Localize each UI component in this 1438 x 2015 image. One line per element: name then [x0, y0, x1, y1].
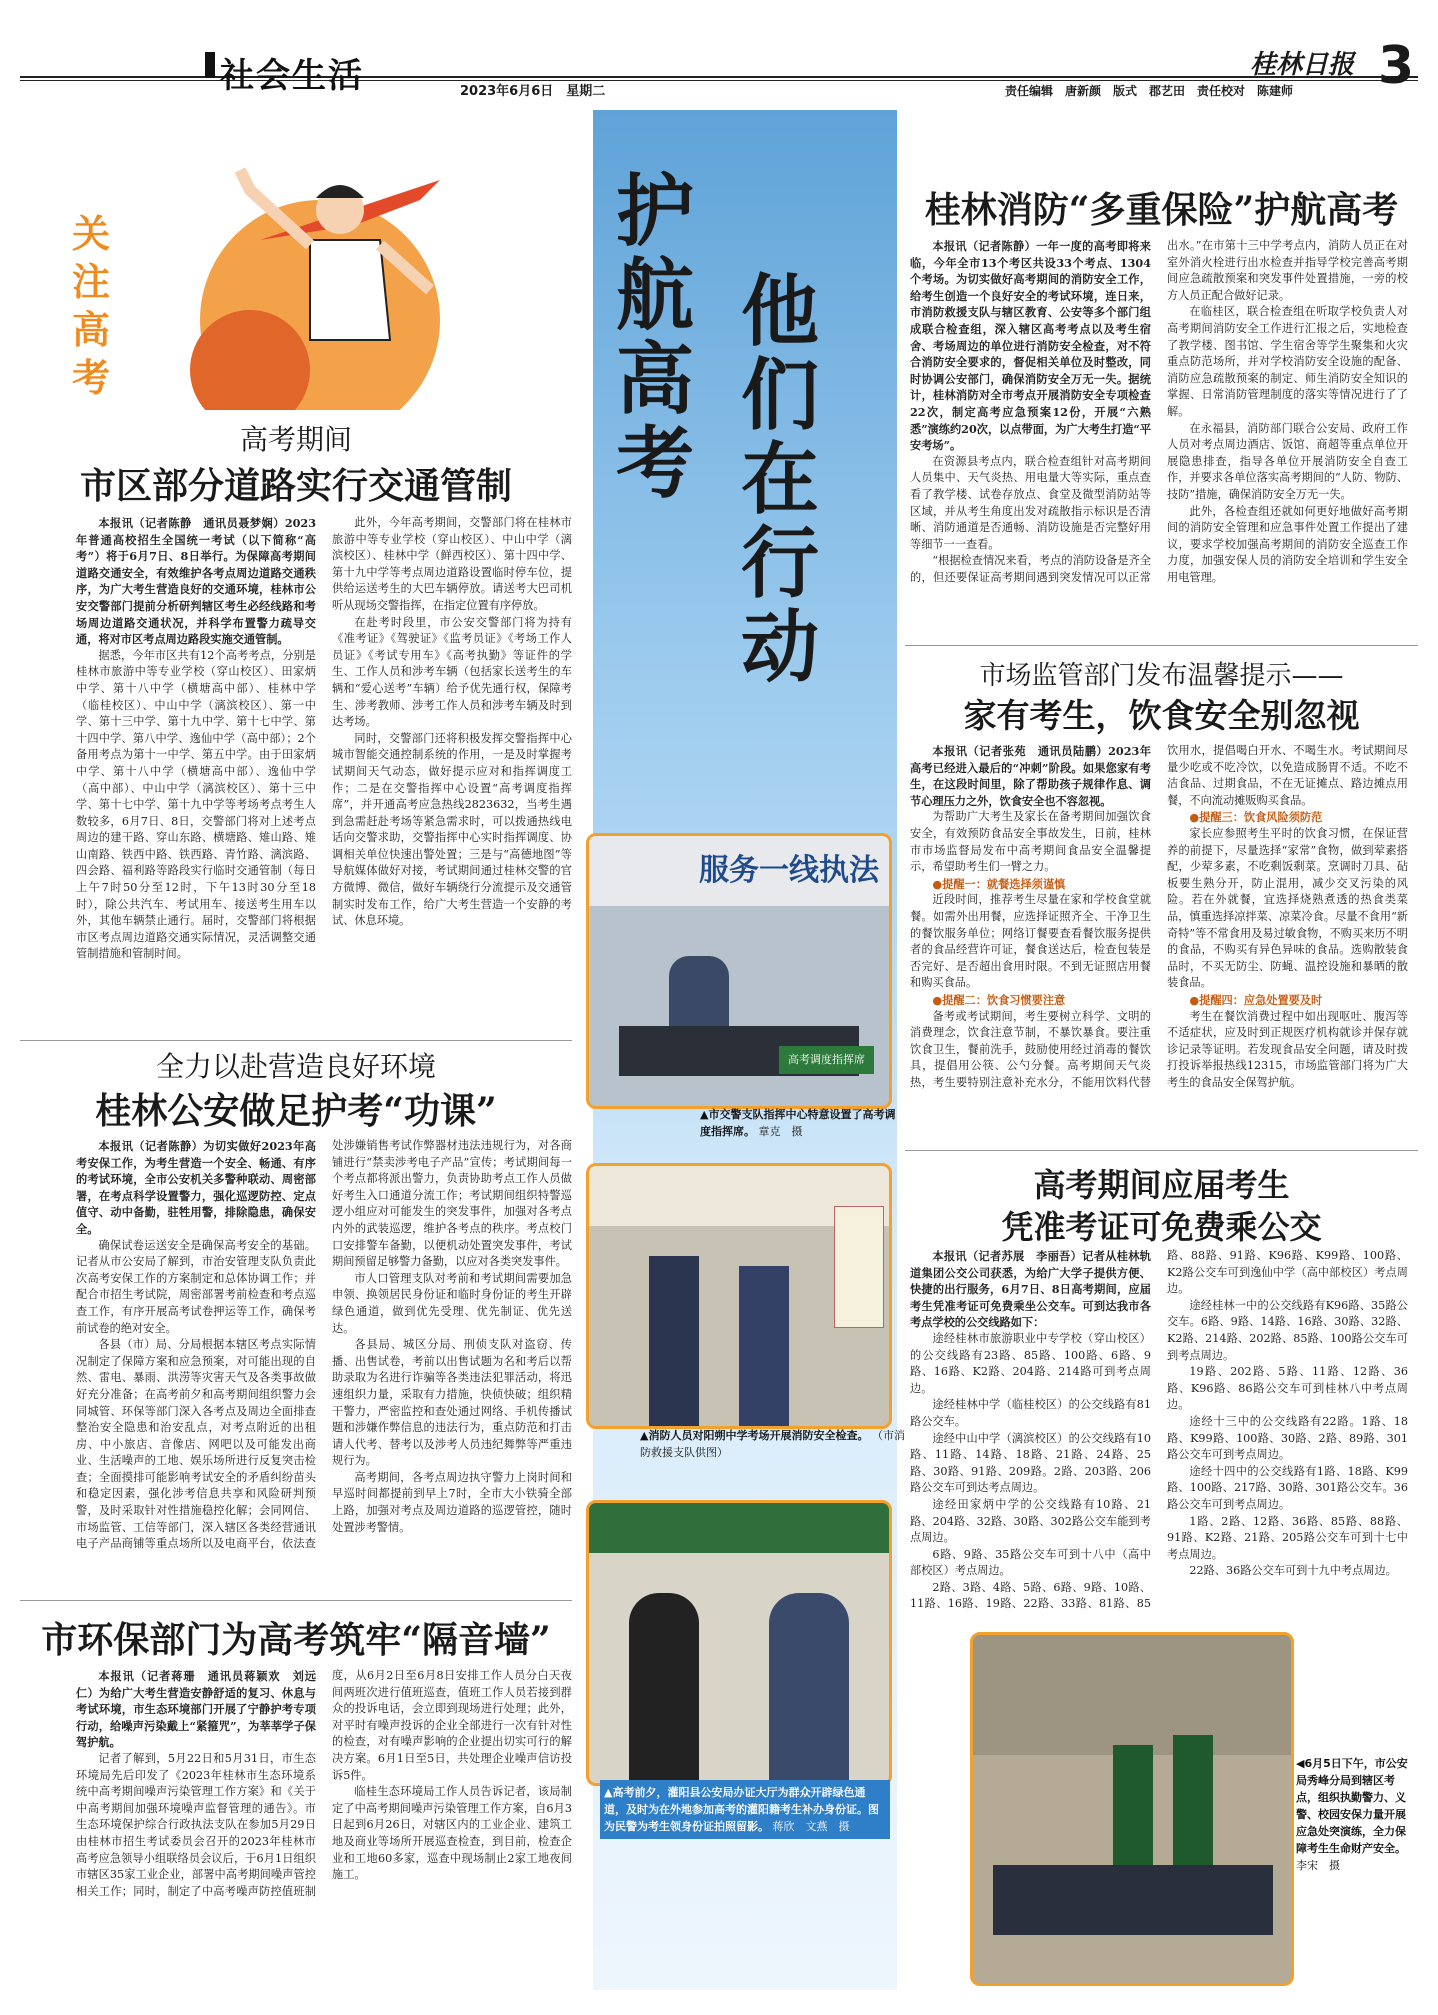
food-p2: 为帮助广大考生及家长在备考期间加强饮食安全，有效预防食品安全事故发生，日前，桂林市市场监督局发布中高考期间食品安全温馨提示，希望助考生们一臂之力。	[910, 810, 1151, 874]
police-headline: 桂林公安做足护考“功课”	[95, 1090, 497, 1132]
section-marker	[205, 52, 215, 78]
police-body	[76, 1138, 572, 1593]
police-p3: 各县（市）局、分局根据本辖区考点实际情况制定了保障方案和应急预案，对可能出现的自然、雷电、暴雨、洪涝等灾害天气及各类事故做好充分准备；在高考前夕和高考期间组织警力会同城管、环保等部门深入各考点及周边全面排查整治安全隐患和治安乱点，对考点附近的出租房、中小旅店、音像店、网吧以及可能发出商业、生活噪声的工地、娱乐场所进行反复突击检查；全面摸排可能影响考试安全的矛盾纠纷苗头和稳定因素，强化涉考信息共享和风险研判预警，及时采取针对性措施稳控化解；会同网信、市场监管、工信等部门，深入辖区各类经营通讯电子产品商铺等重点场所以及电商平台，依法查处涉嫌销售考试作弊器材违法违规行为，对各商铺进行“禁卖涉考电子产品”宣传；考试期间每一个考点都将派出警力，负责协助考点工作人员做好考生入口通道分流工作；考试期间组织特警巡逻小组应对可能发生的突发事件，加强对各考点内外的武装巡逻，维护各考点的秩序。考点校门口安排警车备勤，以便机动处置突发事件，考试期间预留足够警力备勤，以应对各类突发事件。	[76, 1139, 572, 1551]
issue-date: 2023年6月6日 星期二	[460, 84, 606, 99]
police-p4: 市人口管理支队对考前和考试期间需要加急申领、换领居民身份证和临时身份证的考生开辟绿色通道，做到优先受理、优先制证、优先送达。	[332, 1271, 572, 1335]
police-p6: 高考期间，各考点周边执守警力上岗时间和早巡时间都提前到早上7时，全市大小铁骑全部上路，加强对考点及周边道路的巡逻管控，随时处置涉考警情。	[332, 1470, 572, 1534]
traffic-p2: 据悉，今年市区共有12个高考考点，分别是桂林市旅游中等专业学校（穿山校区）、田家炳中学、第十八中学（横塘高中部）、桂林中学（临桂校区）、中山中学（漓滨校区）、第一中学、第十三中学、第十九中学、第十七中学、第十四中学、第八中学、逸仙中学（高中部）；2个备用考点为第十一中学、第五中学。由于田家炳中学、第十八中学（横塘高中部）、逸仙中学（高中部）、中山中学（漓滨校区）、第十三中学、第十七中学、第十九中学等考场考点考生人数较多，6月7日、8日，交警部门将对上述考点周边的建干路、穿山东路、横塘路、雉山路、雉山南路、铁西中路、铁西路、青竹路、漓滨路、四会路、福利路等路段实行临时交通管制（每日上午7时50分至12时，下午13时30分至18时），除公共汽车、考试用车、接送考生用车以外，其他车辆禁止通行。届时，交警部门将根据市区考点周边道路交通实际情况，灵活调整交通管制措施和管制时间。	[76, 648, 316, 961]
food-tip1-title: ●提醒一：就餐选择须谨慎	[932, 876, 1066, 891]
bus-p13: 22路、36路公交车可到十九中考点周边。	[1189, 1564, 1397, 1578]
divider	[905, 645, 1418, 646]
bus-p7: 2路、3路、4路、5路、6路、9路、10路、11路、16路、19路、22路、33路、81路、85路、88路、91路、K96路、K99路、100路、K2路公交车可到逸仙中学（高中部校区）考点周边。	[910, 1249, 1408, 1611]
bus-p3: 途经桂林中学（临桂校区）的公交线路有81路公交车。	[910, 1398, 1151, 1428]
fire-p4: 在临桂区，联合检查组在听取学校负责人对高考期间消防安全工作进行汇报之后，实地检查了教学楼、图书馆、学生宿舍等学生聚集和火灾重点防范场所，并对学校消防安全设施的配备、消防应急疏散预案的制定、师生消防安全知识的掌握、日常消防管理制度的落实等情况进行了了解。	[1167, 305, 1408, 418]
bus-p11: 途经十四中的公交线路有1路、18路、K99路、100路、217路、30路、301路公交车。36路公交车可到考点周边。	[1167, 1464, 1408, 1511]
traffic-headline: 市区部分道路实行交通管制	[79, 465, 512, 507]
police-officer-figure	[769, 1593, 849, 1783]
fire-p1: 本报讯（记者陈静）一年一度的高考即将来临，今年全市13个考区共设33个考点、1304个考场。为切实做好高考期间的消防安全工作，给考生创造一个良好安全的考试环境，连日来，市消防救援支队与辖区教育、公安等多个部门组成联合检查组，深入辖区高考考点以及考生宿舍、考场周边的单位进行消防安全检查，对不符合消防安全要求的，督促相关单位及时整改，同时协调公安部门，确保消防安全万无一失。据统计，桂林消防对全市考点开展消防安全专项检查22次，制定高考应急预案12份，开展“六熟悉”演练约20次，以点带面，为广大考生打造“平安考场”。	[910, 239, 1152, 453]
traffic-body	[76, 515, 572, 1035]
photo1-credit: 章克 摄	[758, 1125, 803, 1138]
drill-group	[993, 1865, 1273, 1935]
divider	[20, 1040, 572, 1041]
photo-police-drill	[970, 1632, 1294, 1986]
bus-headline: 凭准考证可免费乘公交	[1001, 1208, 1322, 1246]
guard-1	[1113, 1745, 1153, 1865]
food-tip4-text: 考生在餐饮消费过程中如出现呕吐、腹泻等不适症状，应及时到正规医疗机构就诊并保存就诊记录等证明。若发现食品安全问题，请及时拨打投诉举报热线12315，市场监管部门将为广大考生的食品安全保驾护航。	[1167, 1009, 1408, 1089]
bus-body	[910, 1248, 1408, 1628]
photo3-credit: 蒋欣 文燕 摄	[772, 1820, 850, 1833]
bus-p6: 6路、9路、35路公交车可到十八中（高中部校区）考点周边。	[910, 1547, 1151, 1578]
runner-shirt	[310, 240, 390, 340]
photo1-caption-text: ▲市交警支队指挥中心特意设置了高考调度指挥席。	[700, 1108, 896, 1138]
food-body	[910, 743, 1408, 1143]
food-tip2-title: ●提醒二：饮食习惯要注意	[932, 992, 1066, 1007]
photo-id-service	[586, 1500, 892, 1786]
traffic-p4: 在赴考时段里，市公安交警部门将为持有《准考证》《驾驶证》《监考员证》《考场工作人员证》《考试专用车》《高考执勤》等证件的学生、工作人员和涉考车辆（包括家长送考生的车辆和“爱心送考”车辆）给予优先通行权，保障考生、涉考教师、涉考工作人员和涉考车辆及时到达考场。	[332, 615, 572, 729]
env-p1: 本报讯（记者蒋珊 通讯员蒋颖欢 刘远仁）为给广大考生营造安静舒适的复习、休息与考试环境，市生态环境部门开展了宁静护考专项行动，给噪声污染戴上“紧箍咒”，为莘莘学子保驾护航。	[76, 1669, 316, 1750]
food-headline: 家有考生，饮食安全别忽视	[963, 696, 1360, 735]
traffic-kicker: 高考期间	[239, 423, 352, 456]
bus-p9: 19路、202路、5路、11路、12路、36路、K96路、86路公交车可到桂林八中考点周边。	[1167, 1365, 1408, 1412]
firefighter-2	[739, 1266, 789, 1426]
bus-p12: 1路、2路、12路、36路、85路、88路、91路、K2路、21路、205路公交车可到十七中考点周边。	[1167, 1514, 1408, 1561]
photo3-caption	[600, 1780, 890, 1839]
food-tip2-text: 备考或考试期间，考生要树立科学、文明的消费理念，饮食注意节制，不暴饮暴食。要注重饮食卫生，餐前洗手，鼓励使用经过消毒的餐饮具，提倡用公筷、公勺分餐。高考期间天气炎热，考生要特别注意补充水分，不能用饮料代替饮用水，提倡喝白开水、不喝生水。考试期间尽量少吃或不吃冷饮，以免造成肠胃不适。不吃不洁食品、过期食品，不在无证摊点、路边摊点用餐，不向流动摊贩购买食品。	[910, 744, 1408, 1089]
newspaper-logo: 桂林日报	[1250, 50, 1355, 80]
firefighter-1	[649, 1256, 699, 1426]
fire-body	[910, 238, 1408, 638]
photo3-banner	[589, 1503, 889, 1553]
bus-kicker: 高考期间应届考生	[1033, 1166, 1290, 1204]
police-p1: 本报讯（记者陈静）为切实做好2023年高考安保工作，为考生营造一个安全、畅通、有序的考试环境，全市公安机关多警种联动、周密部署，在考点科学设置警力，强化巡逻防控、定点值守、动中备勤，驻牲用警，排除隐患，确保安全。	[76, 1139, 316, 1236]
vertical-title-2: 他们在行动	[740, 266, 819, 693]
food-tip3-title: ●提醒三：饮食风险须防范	[1189, 810, 1323, 825]
traffic-p5: 同时，交警部门还将积极发挥交警指挥中心城市智能交通控制系统的作用，一是及时掌握考试期间天气动态，做好提示应对和指挥调度工作；二是在交警指挥中心设置“高考调度指挥席”，并开通高考应急热线2823632，当考生遇到急需赶赴考场等紧急需求时，可以拨通热线电话向交警求助，交警指挥中心实时指挥调度、协调相关单位快速出警处置；三是与“高德地图”等导航媒体做好对接，考试期间通过桂林交警的官方微博、微信，做好车辆绕行分流提示及交通管制实时发布工作，给广大考生营造一个安静的考试、休息环境。	[332, 731, 572, 928]
bus-p2: 途经桂林市旅游职业中专学校（穿山校区）的公交线路有23路、85路、100路、6路、9路、16路、K2路、204路、214路可到考点周边。	[910, 1331, 1151, 1395]
runner-hair	[316, 185, 364, 198]
fire-headline: 桂林消防“多重保险”护航高考	[924, 189, 1399, 231]
food-tip4-title: ●提醒四：应急处置要及时	[1189, 992, 1323, 1007]
food-p1: 本报讯（记者张苑 通讯员陆鹏）2023年高考已经进入最后的“冲刺”阶段。如果您家有考生，在这段时间里，除了帮助孩子规律作息、调节心理压力之外，饮食安全也不容忽视。	[910, 744, 1151, 808]
photo1-desk-sign: 高考调度指挥席	[779, 1046, 874, 1074]
fire-p6: 此外，各检查组还就如何更好地做好高考期间的消防安全管理和应急事件处置工作提出了建议，要求学校加强高考期间的消防安全巡查工作力度，加强安保人员的消防安全培训和学生安全用电管理。	[1167, 504, 1408, 584]
fire-p3: “根据检查情况来看，考点的消防设备是齐全的，但还要保证高考期间遇到突发情况可以正常出水。”在市第十三中学考点内，消防人员正在对室外消火栓进行出水检查并指导学校完善高考期间应急疏散预案和突发事件处置措施，一旁的校方人员正配合做好记录。	[910, 239, 1408, 584]
fire-p2: 在资源县考点内，联合检查组针对高考期间人员集中、天气炎热、用电量大等实际，重点查看了教学楼、试卷存放点、食堂及微型消防站等区域，并从考生角度出发对疏散指示标识是否清晰、消防通道是否通畅、消防设施是否完整好用等细节一一查看。	[910, 454, 1151, 551]
env-p3: 临桂生态环境局工作人员告诉记者，该局制定了中高考期间噪声污染管理工作方案，自6月3日起到6月26日，对辖区内的工业企业、建筑工地及商业等场所开展巡查检查，到目前，检查企业和工地60多家，巡查中现场制止2家工地夜间施工。	[332, 1785, 572, 1882]
photo2-caption-text: ▲消防人员对阳朔中学考场开展消防安全检查。	[640, 1429, 869, 1442]
env-headline: 市环保部门为高考筑牢“隔音墙”	[41, 1619, 551, 1661]
photo-fire-inspection	[586, 1163, 892, 1429]
photo1-wall-sign: 服务一线执法	[589, 836, 889, 906]
photo2-credit: （市消防救援支队供图）	[640, 1429, 905, 1459]
bus-p8: 途经桂林一中的公交线路有K96路、35路公交车。6路、9路、14路、16路、30路、32路、K2路、214路、202路、85路、100路公交车可到考点周边。	[1167, 1298, 1408, 1362]
divider	[905, 1150, 1418, 1151]
photo3-caption-text: ▲高考前夕，灌阳县公安局办证大厅为群众开辟绿色通道，及时为在外地参加高考的灌阳籍考生补办身份证。图为民警为考生领身份证拍照留影。	[604, 1786, 879, 1833]
photo2-wall-poster	[834, 1206, 884, 1328]
traffic-p3: 此外，今年高考期间，交警部门将在桂林市旅游中等专业学校（穿山校区）、中山中学（漓滨校区）、桂林中学（鲜西校区）、第十四中学、第十九中学等考点周边道路设置临时停车位，提供给运送考生的大巴车辆停放。请送考大巴司机听从现场交警指挥，在指定位置有序停放。	[332, 516, 572, 612]
food-kicker: 市场监管部门发布温馨提示——	[979, 661, 1344, 691]
feature-label: 关注高考	[72, 212, 111, 400]
divider	[20, 1600, 572, 1601]
photo1-caption	[700, 1106, 905, 1140]
bus-p10: 途经十三中的公交线路有22路。1路、18路、K99路、100路、30路、2路、89路、301路公交车可到考点周边。	[1167, 1414, 1408, 1462]
vertical-title-1: 护航高考	[615, 166, 694, 509]
traffic-p1: 本报讯（记者陈静 通讯员聂梦娴）2023年普通高校招生全国统一考试（以下简称“高考”）将于6月7日、8日举行。为保障高考期间道路交通安全，有效维护各考点周边道路交通秩序，为广大考生营造良好的交通环境，桂林市公安交警部门提前分析研判辖区考生必经线路和考场周边道路交通状况，并科学布置警力疏导交通，将对市区考点周边路段实施交通管制。	[76, 516, 316, 647]
food-tip1-text: 近段时间，推荐考生尽量在家和学校食堂就餐。如需外出用餐，应选择证照齐全、干净卫生的餐饮服务单位；网络订餐要查看餐饮服务提供者的食品经营许可证，餐食送达后，检查包装是否完好、是否超出食用时限。不到无证照店用餐和购买食品。	[910, 893, 1151, 990]
photo2-caption	[640, 1427, 905, 1461]
photo4-building	[973, 1635, 1291, 1755]
guard-2	[1173, 1735, 1213, 1865]
env-p2: 记者了解到，5月22日和5月31日，市生态环境局先后印发了《2023年桂林市生态环境系统中高考期间噪声污染管理工作方案》和《关于中高考期间加强环境噪声监督管理的通告》。市生态环境保护综合行政执法支队在参加5月29日由桂林市招生考试委员会召开的2023年桂林市高考应急领导小组联络员会议后，于6月1日组织市辖区35家工业企业，部署中高考期间噪声管控相关工作；同时，制定了中高考噪声防控值班制度，从6月2日至6月8日安排工作人员分白天夜间两班次进行值班巡查，值班工作人员若接到群众的投诉电话，会立即到现场进行处理；此外，对平时有噪声投诉的企业全部进行一次有针对性的检查，对有噪声影响的企业提出切实可行的解决方案。6月1日至5日，共处理企业噪声信访投诉5件。	[76, 1669, 572, 1898]
photo4-caption	[1296, 1755, 1416, 1874]
bus-p1: 本报讯（记者苏展 李丽吾）记者从桂林轨道集团公交公司获悉，为给广大学子提供方便、快捷的出行服务，6月7日、8日高考期间，应届考生凭准考证可免费乘坐公交车。可到达我市各考点学校的公交线路如下：	[910, 1249, 1151, 1330]
section-title: 社会生活	[220, 56, 364, 96]
bus-p4: 途经中山中学（漓滨校区）的公交线路有10路、11路、14路、18路、21路、24路、25路、30路、91路、209路。2路、203路、206路公交车可到达考点周边。	[910, 1431, 1151, 1495]
citizen-figure	[629, 1593, 699, 1783]
bus-p5: 途经田家炳中学的公交线路有10路、21路、204路、32路、30路、302路公交车能到考点周边。	[910, 1497, 1151, 1545]
photo4-credit: 李宋 摄	[1296, 1859, 1340, 1872]
police-kicker: 全力以赴营造良好环境	[155, 1050, 436, 1083]
photo4-caption-text: ◀6月5日下午，市公安局秀峰分局到辖区考点，组织执勤警力、义警、校园安保力量开展应急处突演练，全力保障考生生命财产安全。	[1296, 1757, 1408, 1855]
police-p2: 确保试卷运送安全是确保高考安全的基础。记者从市公安局了解到，市治安管理支队负责此次高考安保工作的方案制定和总体协调工作；并配合市招生考试院，周密部署考前检查和考点巡查工作，有序开展高考试卷押运等工作，确保考前试卷的绝对安全。	[76, 1238, 316, 1335]
env-body	[76, 1668, 572, 1998]
page-number: 3	[1378, 36, 1415, 96]
food-tip3-text: 家长应参照考生平时的饮食习惯，在保证营养的前提下，尽量选择“家常”食物，做到荤素搭配，少荤多素，不吃剩饭剩菜。烹调时刀具、砧板要生熟分开，防止混用，减少交叉污染的风险。若在外就餐，宜选择烧熟煮透的热食类菜品，慎重选择凉拌菜、凉菜冷食。尽量不食用“新奇特”等不常食用及易过敏食物，不购买来历不明的食品，不购买有异色异味的食品。选购散装食品时，不买无防尘、防蝇、温控设施和暴晒的散装食品。	[1167, 826, 1408, 990]
police-p5: 各县局、城区分局、刑侦支队对盗窃、传播、出售试卷，考前以出售试题为名和考后以帮助录取为名进行诈骗等各类违法犯罪活动，将迅速组织力量，采取有力措施，快侦快破；组织精干警力，严密监控和查处通过网络、手机传播试题和涉嫌作弊信息的违法行为，重点防范和打击请人代考、替考以及涉考人员违纪舞弊等严重违规行为。	[332, 1338, 572, 1468]
editor-credits: 责任编辑 唐新颜 版式 郡艺田 责任校对 陈建师	[1005, 84, 1294, 98]
photo-traffic-command	[586, 833, 892, 1109]
fire-p5: 在永福县，消防部门联合公安局、政府工作人员对考点周边酒店、饭馆、商超等重点单位开展隐患排查，指导各单位开展消防安全自查工作，并要求各单位落实高考期间的“人防、物防、技防”措施，确保消防安全万无一失。	[1167, 421, 1408, 501]
runner-illustration	[140, 150, 460, 410]
